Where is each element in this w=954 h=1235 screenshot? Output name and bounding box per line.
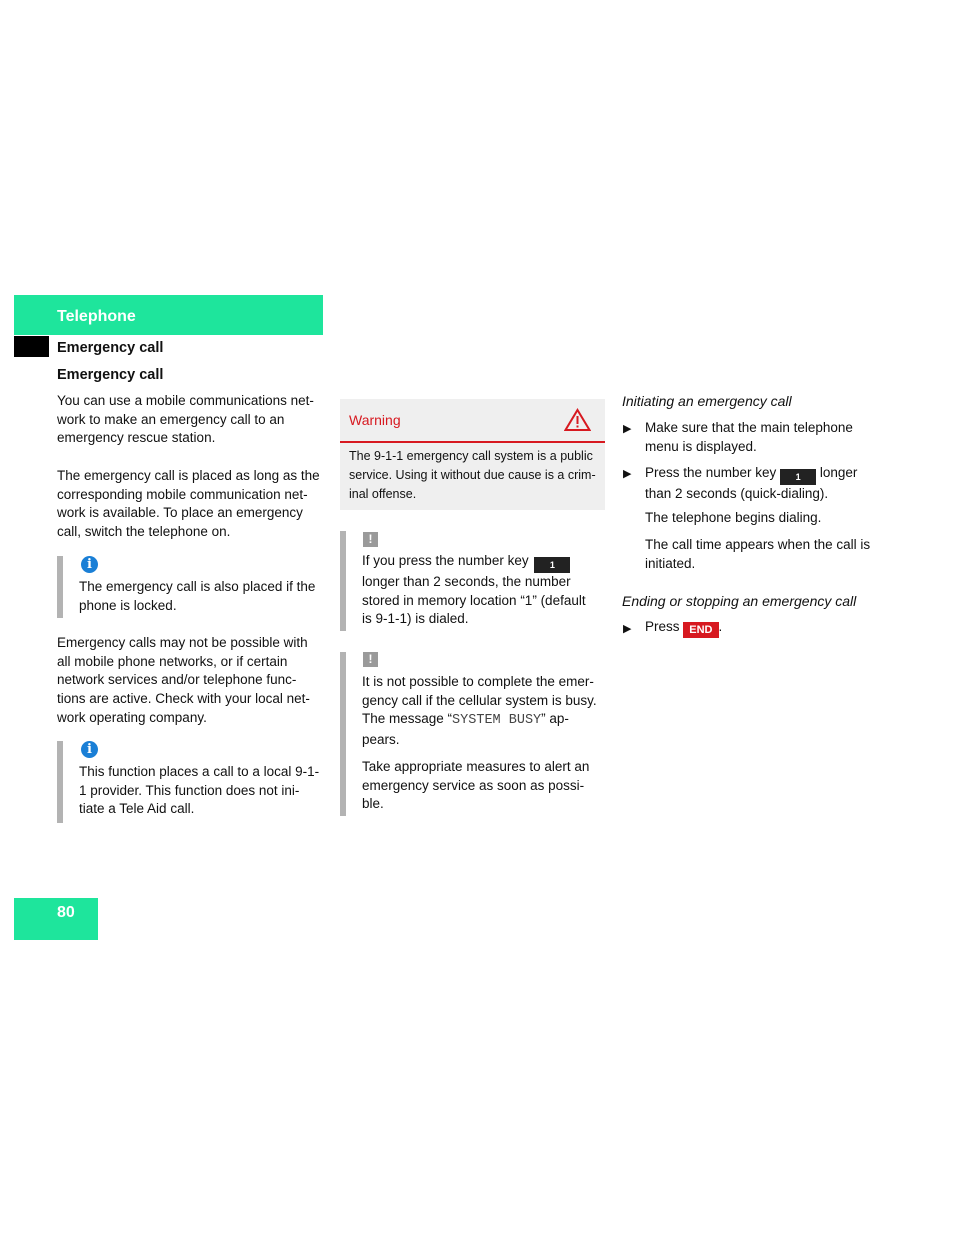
section-heading: Emergency call bbox=[57, 367, 164, 383]
page-number-box bbox=[14, 898, 98, 940]
note-bar bbox=[57, 556, 63, 618]
section-marker bbox=[14, 336, 49, 357]
system-message: SYSTEM BUSY bbox=[452, 713, 542, 729]
page-number: 80 bbox=[57, 904, 75, 921]
caution-icon: ! bbox=[363, 652, 378, 667]
chapter-title: Telephone bbox=[57, 308, 136, 325]
note-system-busy: It is not possible to complete the emer- gency call if the cellular system is busy. The message “SYSTEM BUSY” ap- pears. Take appropriate measures to alert an emergency service as soon as possi- ble. bbox=[362, 674, 597, 812]
note-bar bbox=[340, 531, 346, 631]
step-press-end: Press END . bbox=[645, 619, 723, 636]
ending-heading: Ending or stopping an emergency call bbox=[622, 593, 857, 609]
warning-title: Warning bbox=[349, 412, 401, 428]
info-icon: i bbox=[81, 556, 98, 573]
step-main-menu: Make sure that the main telephone menu is displayed. bbox=[645, 420, 853, 454]
key-1-icon: 1 bbox=[780, 469, 816, 485]
initiating-heading: Initiating an emergency call bbox=[622, 393, 792, 409]
result-dialing: The telephone begins dialing. bbox=[645, 510, 822, 525]
warning-text: The 9-1-1 emergency call system is a public service. Using it without due cause is a crim- inal offense. bbox=[349, 449, 596, 501]
paragraph-placement: The emergency call is placed as long as the corresponding mobile communication net- work is available. To place an emergency call, switch the telephone on. bbox=[57, 468, 320, 540]
bullet-icon: ▶ bbox=[623, 423, 632, 435]
warning-triangle-icon bbox=[564, 408, 591, 432]
note-tele-aid: This function places a call to a local 9-1- 1 provider. This function does not ini- tiate a Tele Aid call. bbox=[79, 764, 320, 817]
note-bar bbox=[340, 652, 346, 816]
note-locked: The emergency call is also placed if the phone is locked. bbox=[79, 579, 316, 613]
step-press-key: Press the number key 1 longer than 2 seconds (quick-dialing). bbox=[645, 465, 858, 501]
info-icon: i bbox=[81, 741, 98, 758]
bullet-icon: ▶ bbox=[623, 468, 632, 480]
result-call-time: The call time appears when the call is initiated. bbox=[645, 537, 871, 571]
paragraph-limitations: Emergency calls may not be possible with all mobile phone networks, or if certain network services and/or telephone func- tions are active. Check with your local net- work operating company. bbox=[57, 635, 310, 725]
subchapter-title: Emergency call bbox=[57, 340, 164, 356]
bullet-icon: ▶ bbox=[623, 623, 632, 635]
key-1-icon: 1 bbox=[534, 557, 570, 573]
end-key-icon: END bbox=[683, 622, 718, 638]
warning-divider bbox=[340, 441, 605, 443]
paragraph-intro: You can use a mobile communications net- work to make an emergency call to an emergency rescue station. bbox=[57, 393, 314, 446]
note-key-1: If you press the number key 1 longer than 2 seconds, the number stored in memory location “1” (default is 9-1-1) is dialed. bbox=[362, 553, 586, 627]
note-bar bbox=[57, 741, 63, 823]
caution-icon: ! bbox=[363, 532, 378, 547]
